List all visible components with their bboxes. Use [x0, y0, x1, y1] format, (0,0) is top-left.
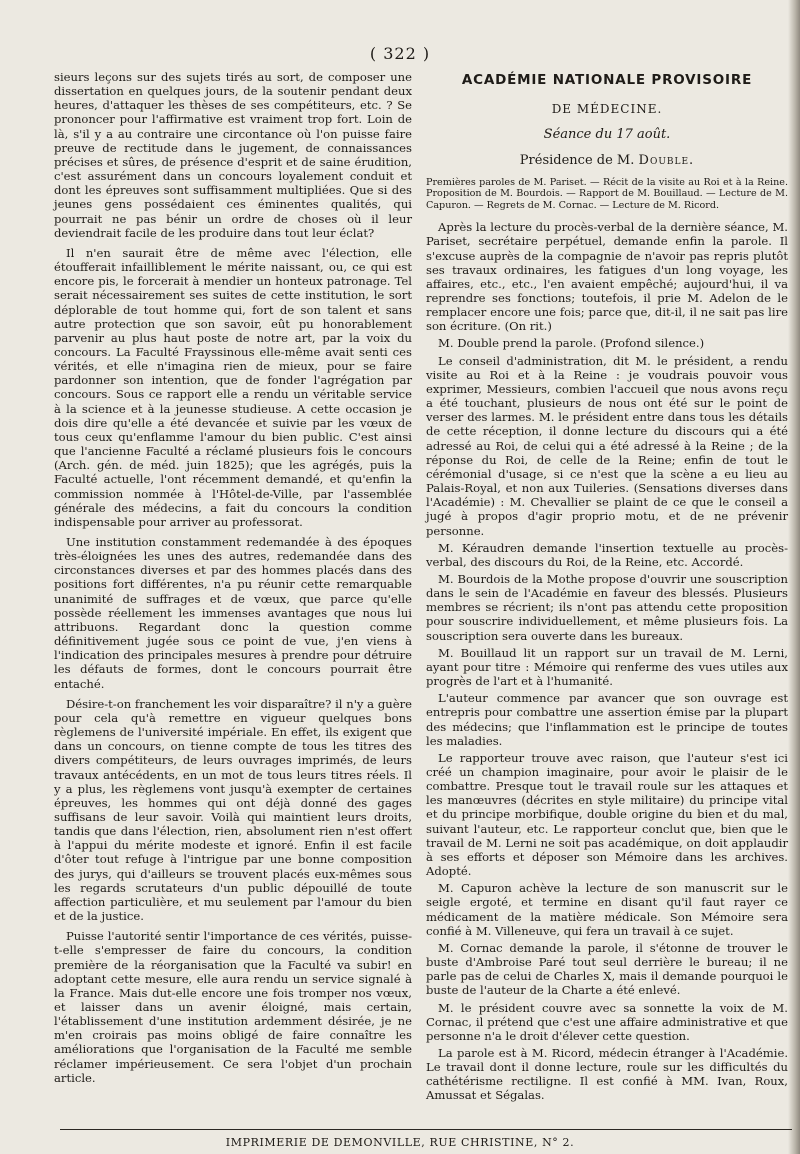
left-paragraph-5: Puisse l'autorité sentir l'importance de ces vérités, puisse-t-elle s'empresser de faire du concours, la condition première de la réorganisation que la Faculté va subir! en adoptant cette mesure, elle aura rendu un service signalé à la France. Mais dut-elle encore une fois tromper nos vœux, et laisser dans un avenir éloigné, mais certain, l'établissement d'une institution ardemment désirée, je ne m'en croirais pas moins obligé de faire connaître les améliorations que l'organisation de la Faculté me semble réclamer impérieusement. Ce sera l'objet d'un prochain article. — [54, 929, 412, 1085]
left-column — [54, 70, 412, 1091]
session-date: Séance du 17 août. — [543, 127, 671, 142]
session-summary: Premières paroles de M. Pariset. — Récit de la visite au Roi et à la Reine. Proposition de M. Bourdois. — Rapport de M. Bouillaud. — Lecture de M. Capuron. — Regrets de M. Cornac. — Lecture de M. Ricord. — [426, 177, 788, 211]
section-subheading: DE MÉDECINE. — [551, 102, 663, 116]
right-paragraph-10: M. Cornac demande la parole, il s'étonne de trouver le buste d'Ambroise Paré tout seul derrière le bureau; il ne parle pas de celui de Charles X, mais il demande pourquoi le buste de l'auteur de la Charte a été enlevé. — [426, 940, 788, 998]
page-number: ( 322 ) — [369, 44, 431, 63]
right-paragraph-9: M. Capuron achève la lecture de son manuscrit sur le seigle ergoté, et termine en disant qu'il faut rayer ce médicament de la matière médicale. Son Mémoire sera confié à M. Villeneuve, qui fera un travail à ce sujet. — [426, 881, 788, 938]
right-paragraph-8: Le rapporteur trouve avec raison, que l'auteur s'est ici créé un champion imaginaire, pour avoir le plaisir de le combattre. Presque tout le travail roule sur les attaques et les manœuvres (décrites en style militaire) du principe vital et du principe morbifique, double origine du bien et du mal, suivant l'auteur, etc. Le rapporteur conclut que, bien que le travail de M. Lerni ne soit pas académique, on doit applaudir à ses efforts et déposer son Mémoire dans les archives. Adopté. — [426, 750, 788, 879]
presidence-line — [426, 153, 788, 168]
right-paragraph-12: La parole est à M. Ricord, médecin étranger à l'Académie. Le travail dont il donne lecture, roule sur les difficultés du cathétérisme rectiligne. Il est confié à MM. Ivan, Roux, Amussat et Ségalas. — [426, 1045, 788, 1103]
presidence-name: Double. — [638, 153, 695, 168]
footer-rule — [60, 1129, 792, 1130]
printer-imprint: IMPRIMERIE DE DEMONVILLE, RUE CHRISTINE, N° 2. — [225, 1136, 575, 1149]
right-paragraph-2: M. Double prend la parole. (Profond silence.) — [438, 336, 705, 351]
page-edge-shadow — [788, 0, 800, 1154]
left-paragraph-4: Désire-t-on franchement les voir disparaître? il n'y a guère pour cela qu'à remettre en vigueur quelques bons règlemens de l'université impériale. En effet, ils exigent que dans un concours, on tienne compte de tous les titres des divers compétiteurs, de leurs ouvrages imprimés, de leurs travaux antécédents, en un mot de tous leurs titres réels. Il y a plus, les règlemens vont jusqu'à exempter de certaines épreuves, les hommes qui ont déjà donné des gages suffisans de leur savoir. Voilà qui maintient leurs droits, tandis que dans l'élection, rien, absolument rien n'est offert à l'appui du mérite modeste et ignoré. Enfin il est facile d'ôter tout refuge à l'intrigue par une bonne composition des jurys, qui d'ailleurs se trouvent placés eux-mêmes sous les regards scrutateurs d'un public dépouillé de toute affection particulière, et mu seulement par l'amour du bien et de la justice. — [54, 696, 412, 924]
right-paragraph-5: M. Bourdois de la Mothe propose d'ouvrir une souscription dans le sein de l'Académie en faveur des blessés. Plusieurs membres se récrient; ils n'ont pas attendu cette proposition pour souscrire individuellement, et même plusieurs fois. La souscription sera ouverte dans les bureaux. — [426, 571, 788, 643]
presidence-prefix: Présidence de M. — [519, 153, 635, 168]
right-paragraph-6: M. Bouillaud lit un rapport sur un travail de M. Lerni, ayant pour titre : Mémoire qui renferme des vues utiles aux progrès de l'art et à l'humanité. — [426, 645, 788, 689]
left-paragraph-3: Une institution constamment redemandée à des époques très-éloignées les unes des autres, redemandée dans des circonstances diverses et par des hommes placés dans des positions fort différentes, n'a pu réunir cette remarquable unanimité de suffrages et de vœux, que parce qu'elle possède réellement les immenses avantages que nous lui attribuons. Regardant donc la question comme définitivement jugée sous ce point de vue, j'en viens à l'indication des principales mesures à prendre pour détruire les défauts de formes, dont le concours pourrait être entaché. — [54, 535, 412, 691]
left-paragraph-2: Il n'en saurait être de même avec l'élection, elle étoufferait infailliblement le mérite naissant, ou, ce qui est encore pis, le forcerait à mendier un honteux patronage. Tel serait nécessairement ses suites de cette institution, le sort déplorable de tout homme qui, fort de son talent et sans autre protection que son savoir, eût pu honorablement parvenir au plus haut poste de notre art, par la voix du concours. La Faculté Frayssinous elle-même avait senti ces vérités, et elle n'imagina rien de mieux, pour se faire pardonner son intention, que de fonder l'agrégation par concours. Sous ce rapport elle a rendu un véritable service à la science et à la jeunesse studieuse. A cette occasion je dois dire qu'elle a été devancée et suivie par les vœux de tous ceux qu'enflamme l'amour du bien public. C'est ainsi que l'ancienne Faculté a réclamé plusieurs fois le concours (Arch. gén. de méd. juin 1825); que les agrégés, puis la Faculté actuelle, l'ont récemment demandé, et qu'enfin la commission nommée à l'Hôtel-de-Ville, par l'assemblée générale des médecins, a fait du concours la condition indispensable pour arriver au professorat. — [54, 245, 412, 529]
right-paragraph-1: Après la lecture du procès-verbal de la dernière séance, M. Pariset, secrétaire perpétuel, demande enfin la parole. Il s'excuse auprès de la compagnie de n'avoir pas repris plutôt ses travaux ordinaires, les fatigues d'un long voyage, les affaires, etc., etc., l'en avaient empêché; aujourd'hui, il va reprendre ses fonctions; toutefois, il prie M. Adelon de le remplacer encore une fois; parce que, dit-il, il ne sait pas lire son écriture. (On rit.) — [426, 220, 788, 334]
right-paragraph-11: M. le président couvre avec sa sonnette la voix de M. Cornac, il prétend que c'est une affaire administrative et que personne n'a le droit d'élever cette question. — [426, 1000, 788, 1043]
left-paragraph-1: sieurs leçons sur des sujets tirés au sort, de composer une dissertation en quelques jours, de la soutenir pendant deux heures, d'attaquer les thèses de ses compétiteurs, etc. ? Se prononcer pour l'affirmative est vraiment trop fort. Loin de là, s'il y a au contraire une circontance où l'on puisse faire preuve de rectitude dans le jugement, de connaissances précises et sûres, de présence d'esprit et de saine érudition, c'est assurément dans un concours loyalement conduit et dont les épreuves sont suffisamment multipliées. Que si des jeunes gens possédaient ces éminentes qualités, qui pourrait ne pas bénir un ordre de choses où il leur deviendrait facile de les produire dans tout leur éclat? — [54, 70, 412, 240]
right-paragraph-7: L'auteur commence par avancer que son ouvrage est entrepris pour combattre une assertion émise par la plupart des médecins; que l'inflammation est le principe de toutes les maladies. — [426, 691, 788, 748]
section-heading: ACADÉMIE NATIONALE PROVISOIRE — [461, 72, 753, 88]
right-column — [426, 70, 788, 1106]
right-paragraph-4: M. Kéraudren demande l'insertion textuelle au procès-verbal, des discours du Roi, de la Reine, etc. Accordé. — [426, 540, 788, 569]
right-paragraph-3: Le conseil d'administration, dit M. le président, a rendu visite au Roi et à la Reine : je voudrais pouvoir vous exprimer, Messieurs, combien l'accueil que nous avons reçu a été touchant, plusieurs de nous ont été sur le point de verser des larmes. M. le président entre dans tous les détails de cette réception, il donne lecture du discours qui a été adressé au Roi, de celui qui a été adressé à la Reine ; de la réponse du Roi, de celle de la Reine; enfin de tout le cérémonial d'usage, si ce n'est que la scène a eu lieu au Palais-Royal, et non aux Tuileries. (Sensations diverses dans l'Académie) : M. Chevallier se plaint de ce que le conseil a jugé à propos d'agir proprio motu, et de ne prévenir personne. — [426, 353, 788, 538]
